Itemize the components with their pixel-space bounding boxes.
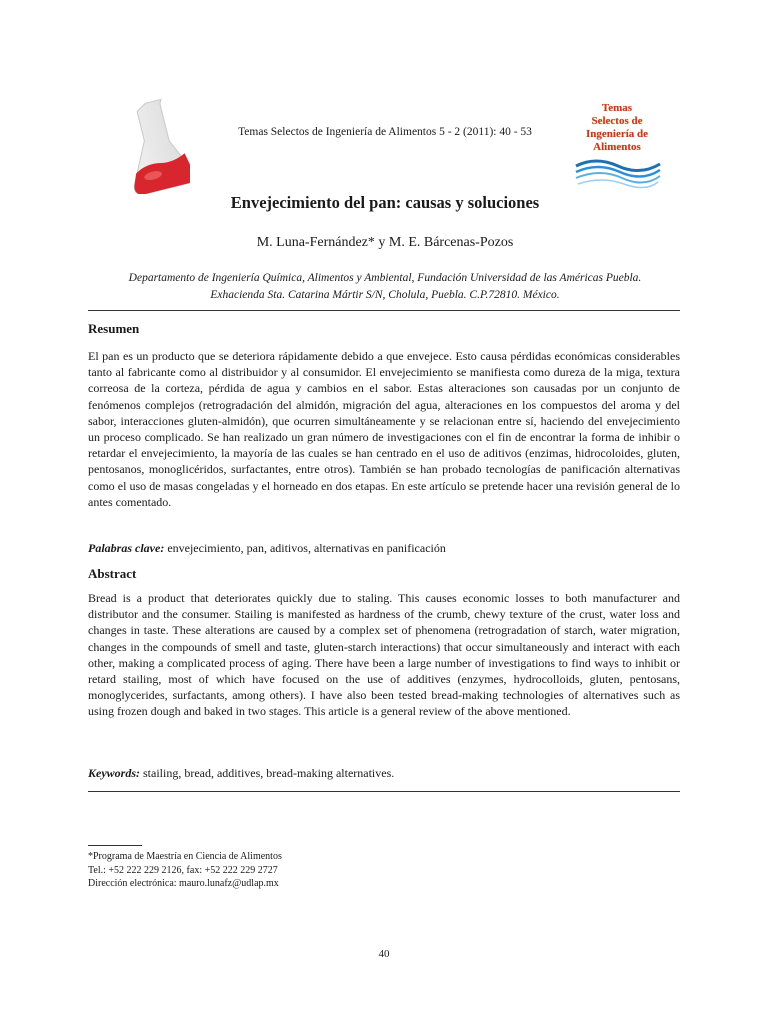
palabras-clave: [88, 541, 680, 556]
article-title: Envejecimiento del pan: causas y soluciones: [230, 193, 540, 212]
logo-line: Ingeniería de: [585, 128, 649, 140]
divider: [88, 791, 680, 792]
footnote-line-3: Dirección electrónica: mauro.lunafz@udlap.mx: [88, 878, 279, 889]
affiliation-line-1: Departamento de Ingeniería Química, Alimentos y Ambiental, Fundación Universidad de las Américas Puebla.: [128, 272, 642, 284]
abstract-body: [88, 590, 680, 720]
abstract-text: Bread is a product that deteriorates quickly due to staling. This causes economic losses to both manufacturer and distributor and the consumer. Stailing is manifested as hardness of the crumb, chewy texture of the crust, water loss and changes in taste. These alterations are caused by a complex set of phenomena (retrogradation of starch, water migration, changes in the compounds of smell and taste, gluten-starch interactions) that occur simultaneously and interact with each other, making a complicated process of aging. There have been a large number of investigations to find ways to inhibit or retard stailing, most of which have focused on the use of additives (enzymes, hydrocolloids, gluten, pentosans, monoglycerides, surfactants, among others). I have also been tested bread-making technologies of alternatives such as using frozen dough and baked in two stages. This article is a general review of the above mentioned.: [88, 591, 680, 719]
keywords-text: stailing, bread, additives, bread-making alternatives.: [143, 766, 395, 780]
logo-wave-icon: [572, 100, 662, 190]
logo-line: Alimentos: [593, 141, 641, 153]
page-number: 40: [378, 948, 390, 960]
logo-line: Selectos de: [591, 115, 643, 127]
footnote-line-1: *Programa de Maestría en Ciencia de Alimentos: [88, 851, 282, 862]
resumen-heading: Resumen: [88, 321, 140, 336]
palabras-clave-label: Palabras clave:: [88, 541, 165, 555]
journal-logo: [572, 100, 662, 190]
affiliation-line-2: Exhacienda Sta. Catarina Mártir S/N, Cholula, Puebla. C.P.72810. México.: [210, 289, 560, 301]
abstract-heading: Abstract: [88, 566, 137, 581]
palabras-clave-text: envejecimiento, pan, aditivos, alternativas en panificación: [167, 541, 446, 555]
resumen-text: El pan es un producto que se deteriora rápidamente debido a que envejece. Esto causa pérdidas económicas considerables tanto al fabricante como al distribuidor y al consumidor. El envejecimiento se manifiesta como dureza de la miga, textura correosa de la corteza, pérdida de agua y cambios en el sabor. Estas alteraciones son causadas por un conjunto de fenómenos complejos (retrogradación del almidón, migración del agua, alteraciones en los compuestos del aroma y del sabor, interacciones gluten-almidón), que ocurren simultáneamente y se relacionan entre sí, haciendo del envejecimiento un proceso complicado. Se han realizado un gran número de investigaciones con el fin de encontrar la forma de inhibir o retardar el envejecimiento, la mayoría de las cuales se han centrado en el uso de aditivos (enzimas, hidrocoloides, gluten, pentosanos, monoglicéridos, surfactantes, entre otros). También se han probado tecnologías de panificación alternativas como el uso de masas congeladas y el horneado en dos etapas. En este artículo se pretende hacer una revisión general de lo antes comentado.: [88, 349, 680, 509]
footnote-line-2: Tel.: +52 222 229 2126, fax: +52 222 229 2727: [88, 864, 278, 876]
article-authors: M. Luna-Fernández* y M. E. Bárcenas-Pozos: [256, 235, 514, 250]
affiliation: [90, 270, 680, 304]
logo-line: Temas: [601, 102, 633, 114]
resumen-body: [88, 348, 680, 510]
flask-image: [112, 98, 190, 194]
footnote-rule: [88, 845, 142, 846]
journal-citation: Temas Selectos de Ingeniería de Alimentos 5 - 2 (2011): 40 - 53: [238, 126, 532, 138]
keywords: [88, 766, 680, 781]
footnote: [88, 850, 488, 891]
keywords-label: Keywords:: [88, 766, 140, 780]
divider: [88, 310, 680, 311]
